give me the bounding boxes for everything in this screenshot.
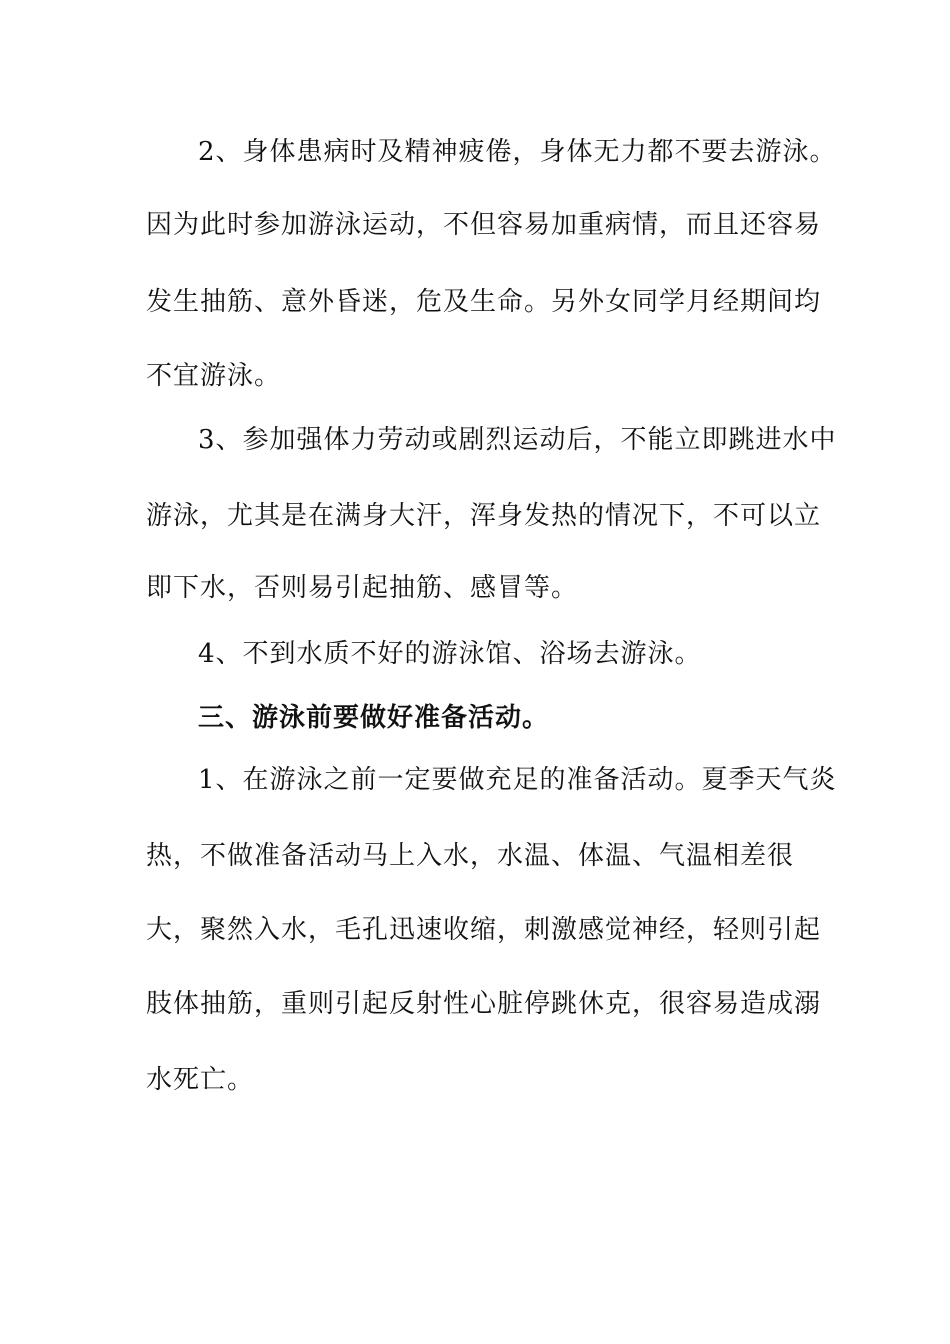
paragraph-line: 1、在游泳之前一定要做充足的准备活动。夏季天气炎 [198, 765, 837, 795]
paragraph-line: 因为此时参加游泳运动，不但容易加重病情，而且还容易 [146, 210, 822, 240]
paragraph-line: 即下水，否则易引起抽筋、感冒等。 [146, 573, 579, 603]
paragraph-line: 肢体抽筋，重则引起反射性心脏停跳休克，很容易造成溺 [146, 989, 822, 1019]
paragraph-line: 发生抽筋、意外昏迷，危及生命。另外女同学月经期间均 [146, 287, 822, 317]
paragraph-line: 3、参加强体力劳动或剧烈运动后，不能立即跳进水中 [198, 425, 837, 455]
paragraph-line: 4、不到水质不好的游泳馆、浴场去游泳。 [198, 639, 702, 669]
paragraph-line: 大，聚然入水，毛孔迅速收缩，刺激感觉神经，轻则引起 [146, 915, 822, 945]
paragraph-line: 热，不做准备活动马上入水，水温、体温、气温相差很 [146, 841, 795, 871]
section-heading: 三、游泳前要做好准备活动。 [198, 703, 550, 733]
paragraph-line: 不宜游泳。 [146, 361, 282, 391]
paragraph-line: 2、身体患病时及精神疲倦，身体无力都不要去游泳。 [198, 137, 837, 167]
paragraph-line: 水死亡。 [146, 1065, 255, 1095]
paragraph-line: 游泳，尤其是在满身大汗，浑身发热的情况下，不可以立 [146, 501, 822, 531]
